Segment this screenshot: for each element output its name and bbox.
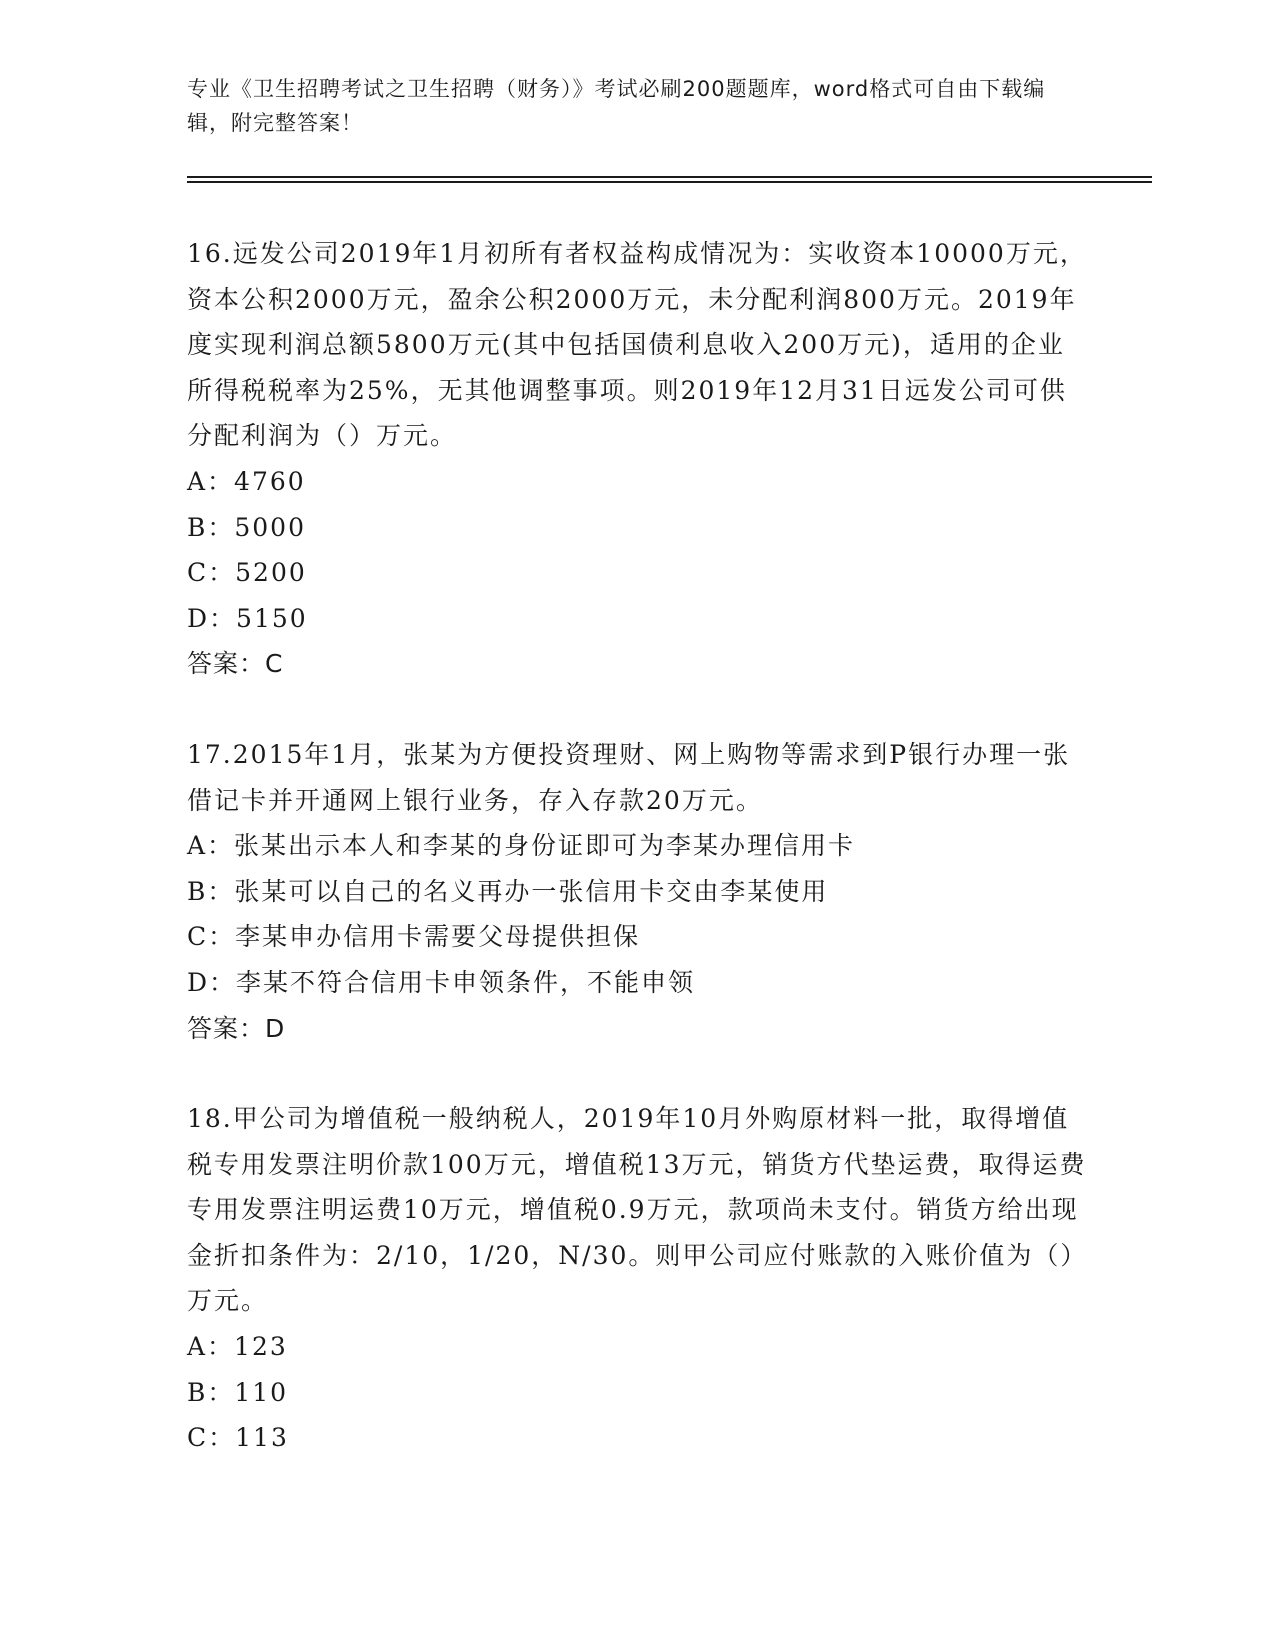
option-d: D：5150 xyxy=(187,603,308,633)
option-d: D：李某不符合信用卡申领条件，不能申领 xyxy=(187,967,696,997)
question-list xyxy=(187,231,1087,1461)
option-c: C：5200 xyxy=(187,558,307,588)
option-a: A：123 xyxy=(187,1332,288,1362)
option-a: A：张某出示本人和李某的身份证即可为李某办理信用卡 xyxy=(187,831,856,861)
question-18 xyxy=(187,1096,1087,1461)
option-a: A：4760 xyxy=(187,466,306,496)
option-b: B：110 xyxy=(187,1377,289,1407)
header-rule-bottom xyxy=(187,181,1152,183)
option-b: B：张某可以自己的名义再办一张信用卡交由李某使用 xyxy=(187,876,829,906)
option-c: C：113 xyxy=(187,1423,289,1453)
question-stem: 17.2015年1月，张某为方便投资理财、网上购物等需求到P银行办理一张借记卡并开通网上银行业务，存入存款20万元。 xyxy=(187,739,1071,815)
option-c: C：李某申办信用卡需要父母提供担保 xyxy=(187,922,641,952)
header-rule-top xyxy=(187,176,1152,178)
question-spacer xyxy=(187,1051,1087,1096)
option-b: B：5000 xyxy=(187,512,306,542)
question-stem: 16.远发公司2019年1月初所有者权益构成情况为：实收资本10000万元，资本公积2000万元，盈余公积2000万元，未分配利润800万元。2019年度实现利润总额5800万元(其中包括国债利息收入200万元)，适用的企业所得税税率为25%，无其他调整事项。则2019年12月31日远发公司可供分配利润为（）万元。 xyxy=(187,239,1087,451)
question-17 xyxy=(187,732,1087,1051)
answer-label: 答案：D xyxy=(187,1013,286,1043)
question-stem: 18.甲公司为增值税一般纳税人，2019年10月外购原材料一批，取得增值税专用发票注明价款100万元，增值税13万元，销货方代垫运费，取得运费专用发票注明运费10万元，增值税0.9万元，款项尚未支付。销货方给出现金折扣条件为：2/10，1/20，N/30。则甲公司应付账款的入账价值为（）万元。 xyxy=(187,1104,1087,1316)
document-header: 专业《卫生招聘考试之卫生招聘（财务）》考试必刷200题题库，word格式可自由下载编辑，附完整答案！ xyxy=(187,77,1046,135)
question-spacer xyxy=(187,687,1087,732)
answer-label: 答案：C xyxy=(187,649,284,679)
question-16 xyxy=(187,231,1087,687)
